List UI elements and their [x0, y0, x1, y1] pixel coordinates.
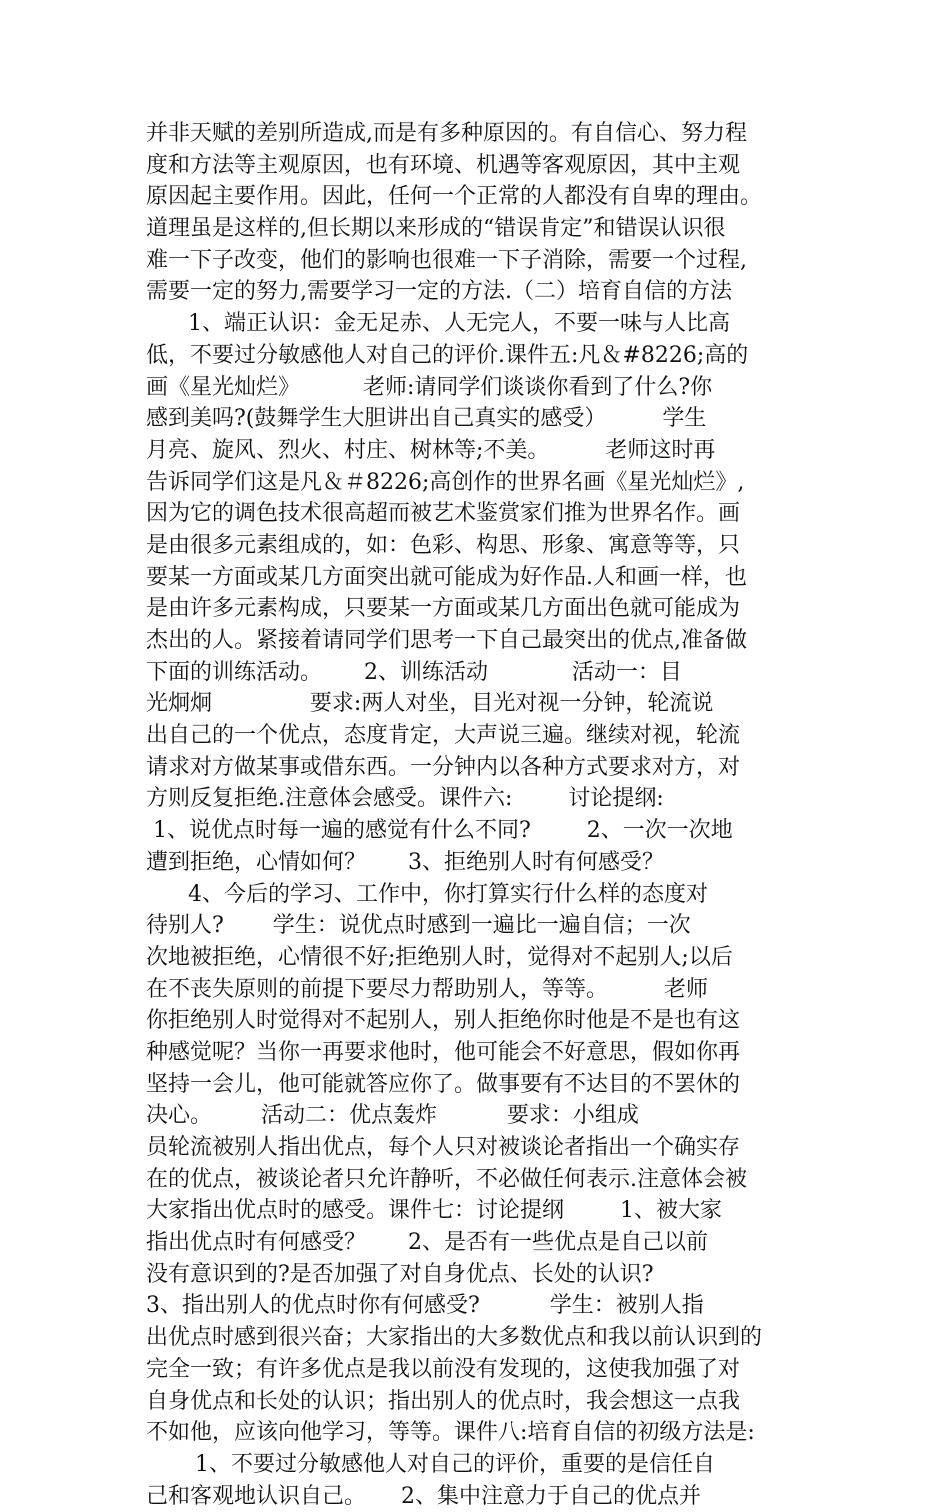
text-line: 没有意识到的?是否加强了对自身优点、长处的认识?: [146, 1261, 654, 1287]
text-line: 指出优点时有何感受？ 2、是否有一些优点是自己以前: [146, 1230, 708, 1256]
text-line: 1、说优点时每一遍的感觉有什么不同? 2、一次一次地: [146, 818, 733, 844]
text-line: 决心。 活动二：优点轰炸 要求：小组成: [146, 1103, 639, 1129]
text-line: 员轮流被别人指出优点，每个人只对被谈论者指出一个确实存: [146, 1135, 741, 1160]
text-line: 出自己的一个优点，态度肯定，大声说三遍。继续对视，轮流: [146, 723, 741, 749]
text-line: 并非天赋的差别所造成,而是有多种原因的。有自信心、努力程: [146, 121, 747, 146]
text-line: 3、指出别人的优点时你有何感受? 学生：被别人指: [146, 1293, 704, 1319]
body-text: [146, 118, 816, 1512]
text-line: 是由许多元素构成，只要某一方面或某几方面出色就可能成为: [146, 596, 741, 622]
text-line: 要某一方面或某几方面突出就可能成为好作品.人和画一样，也: [146, 564, 747, 590]
text-line: 杰出的人。紧接着请同学们思考一下自己最突出的优点,准备做: [146, 628, 747, 653]
text-line: 度和方法等主观原因，也有环境、机遇等客观原因，其中主观: [146, 152, 741, 178]
text-line: 下面的训练活动。 2、训练活动 活动一：目: [146, 659, 682, 685]
text-line: 光炯炯 要求:两人对坐，目光对视一分钟，轮流说: [146, 691, 714, 717]
text-line: 在不丧失原则的前提下要尽力帮助别人，等等。 老师: [146, 976, 708, 1002]
text-line: 大家指出优点时的感受。课件七：讨论提纲 1、被大家: [146, 1198, 722, 1224]
text-line: 遭到拒绝，心情如何？ 3、拒绝别人时有何感受？: [146, 849, 664, 875]
text-line: 坚持一会儿，他可能就答应你了。做事要有不达目的不罢休的: [146, 1071, 741, 1097]
text-line: 出优点时感到很兴奋；大家指出的大多数优点和我以前认识到的: [146, 1325, 763, 1351]
text-line: 在的优点，被谈论者只允许静听，不必做任何表示.注意体会被: [146, 1166, 747, 1192]
text-line: 因为它的调色技术很高超而被艺术鉴赏家们推为世界名作。画: [146, 501, 741, 527]
text-line: 次地被拒绝，心情很不好;拒绝别人时，觉得对不起别人;以后: [146, 944, 733, 970]
text-line: 原因起主要作用。因此，任何一个正常的人都没有自卑的理由。: [146, 184, 763, 210]
text-line: 你拒绝别人时觉得对不起别人，别人拒绝你时他是不是也有这: [146, 1008, 741, 1034]
text-line: 4、今后的学习、工作中，你打算实行什么样的态度对: [146, 881, 708, 907]
text-line: 画《星光灿烂》 老师:请同学们谈谈你看到了什么?你: [146, 374, 713, 400]
text-line: 是由很多元素组成的，如：色彩、构思、形象、寓意等等，只: [146, 532, 741, 558]
text-line: 请求对方做某事或借东西。一分钟内以各种方式要求对方，对: [146, 754, 741, 780]
text-line: 种感觉呢？当你一再要求他时，他可能会不好意思，假如你再: [146, 1039, 741, 1065]
text-line: 月亮、旋风、烈火、村庄、树林等;不美。 老师这时再: [146, 437, 716, 463]
text-line: 方则反复拒绝.注意体会感受。课件六: 讨论提纲:: [146, 786, 664, 812]
text-line: 道理虽是这样的,但长期以来形成的“错误肯定”和错误认识很: [146, 216, 726, 242]
text-line: 低，不要过分敏感他人对自己的评价.课件五:凡＆#8226;高的: [146, 342, 749, 368]
text-line: 完全一致；有许多优点是我以前没有发现的，这使我加强了对: [146, 1356, 741, 1382]
text-line: 不如他，应该向他学习，等等。课件八:培育自信的初级方法是:: [146, 1420, 755, 1446]
text-line: 己和客观地认识自己。 2、集中注意力于自己的优点并: [146, 1483, 701, 1509]
text-line: 自身优点和长处的认识；指出别人的优点时，我会想这一点我: [146, 1388, 741, 1414]
text-line: 难一下子改变，他们的影响也很难一下子消除，需要一个过程,: [146, 247, 747, 273]
text-line: 待别人? 学生：说优点时感到一遍比一遍自信；一次: [146, 913, 691, 939]
text-line: 1、不要过分敏感他人对自己的评价，重要的是信任自: [146, 1451, 715, 1477]
text-line: 感到美吗?(鼓舞学生大胆讲出自己真实的感受） 学生: [146, 406, 707, 432]
text-line: 需要一定的努力,需要学习一定的方法.（二）培育自信的方法: [146, 279, 732, 305]
text-line: 告诉同学们这是凡＆＃8226;高创作的世界名画《星光灿烂》,: [146, 469, 745, 495]
text-line: 1、端正认识：金无足赤、人无完人，不要一味与人比高: [146, 311, 730, 337]
